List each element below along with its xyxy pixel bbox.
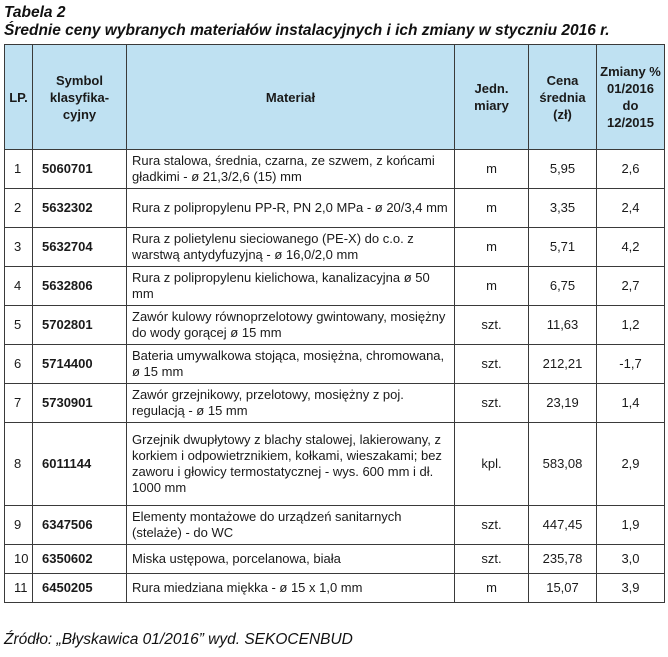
cell-material: Grzejnik dwupłytowy z blachy stalowej, lakierowany, z korkiem i odpowietrznikiem, kołkami, wieszakami; bez zaworu i głowicy termostatycznej - wys. 600 mm i dł. 1000 mm — [127, 423, 455, 506]
cell-symbol: 5060701 — [33, 150, 127, 189]
table-row — [5, 423, 665, 506]
cell-price: 11,63 — [529, 306, 597, 345]
table-row — [5, 189, 665, 228]
table-row — [5, 545, 665, 574]
header-unit: Jedn. miary — [455, 45, 529, 150]
cell-symbol: 6347506 — [33, 506, 127, 545]
header-price: Cena średnia (zł) — [529, 45, 597, 150]
prices-table — [4, 44, 665, 603]
cell-lp: 11 — [5, 574, 33, 603]
cell-unit: szt. — [455, 345, 529, 384]
cell-symbol: 5632302 — [33, 189, 127, 228]
cell-unit: m — [455, 228, 529, 267]
cell-change: 2,4 — [597, 189, 665, 228]
cell-lp: 7 — [5, 384, 33, 423]
cell-lp: 2 — [5, 189, 33, 228]
cell-lp: 3 — [5, 228, 33, 267]
cell-unit: m — [455, 574, 529, 603]
cell-change: 3,9 — [597, 574, 665, 603]
cell-lp: 8 — [5, 423, 33, 506]
cell-symbol: 6011144 — [33, 423, 127, 506]
table-row — [5, 506, 665, 545]
cell-price: 583,08 — [529, 423, 597, 506]
header-change: Zmiany % 01/2016 do 12/2015 — [597, 45, 665, 150]
cell-unit: m — [455, 267, 529, 306]
cell-change: -1,7 — [597, 345, 665, 384]
cell-material: Rura miedziana miękka - ø 15 x 1,0 mm — [127, 574, 455, 603]
cell-lp: 9 — [5, 506, 33, 545]
cell-price: 23,19 — [529, 384, 597, 423]
cell-material: Rura stalowa, średnia, czarna, ze szwem, z końcami gładkimi - ø 21,3/2,6 (15) mm — [127, 150, 455, 189]
cell-price: 6,75 — [529, 267, 597, 306]
header-symbol: Symbol klasyfika-cyjny — [33, 45, 127, 150]
cell-price: 5,71 — [529, 228, 597, 267]
cell-change: 1,2 — [597, 306, 665, 345]
header-material: Materiał — [127, 45, 455, 150]
table-row — [5, 345, 665, 384]
cell-symbol: 6350602 — [33, 545, 127, 574]
cell-price: 5,95 — [529, 150, 597, 189]
cell-lp: 1 — [5, 150, 33, 189]
table-header-row — [5, 45, 665, 150]
cell-price: 235,78 — [529, 545, 597, 574]
cell-change: 2,6 — [597, 150, 665, 189]
cell-lp: 5 — [5, 306, 33, 345]
cell-lp: 6 — [5, 345, 33, 384]
cell-change: 4,2 — [597, 228, 665, 267]
cell-material: Rura z polietylenu sieciowanego (PE-X) do c.o. z warstwą antydyfuzyjną - ø 16,0/2,0 mm — [127, 228, 455, 267]
source-note: Źródło: „Błyskawica 01/2016” wyd. SEKOCENBUD — [4, 631, 353, 648]
header-lp: LP. — [5, 45, 33, 150]
table-row — [5, 267, 665, 306]
table-row — [5, 306, 665, 345]
cell-change: 2,7 — [597, 267, 665, 306]
cell-price: 447,45 — [529, 506, 597, 545]
cell-symbol: 5730901 — [33, 384, 127, 423]
cell-unit: szt. — [455, 306, 529, 345]
cell-unit: m — [455, 189, 529, 228]
cell-symbol: 6450205 — [33, 574, 127, 603]
cell-price: 212,21 — [529, 345, 597, 384]
cell-change: 1,9 — [597, 506, 665, 545]
table-title: Tabela 2 — [4, 4, 66, 21]
cell-lp: 4 — [5, 267, 33, 306]
cell-material: Bateria umywalkowa stojąca, mosiężna, chromowana, ø 15 mm — [127, 345, 455, 384]
cell-change: 3,0 — [597, 545, 665, 574]
cell-unit: kpl. — [455, 423, 529, 506]
cell-material: Rura z polipropylenu PP-R, PN 2,0 MPa - ø 20/3,4 mm — [127, 189, 455, 228]
cell-symbol: 5714400 — [33, 345, 127, 384]
cell-material: Miska ustępowa, porcelanowa, biała — [127, 545, 455, 574]
cell-unit: szt. — [455, 545, 529, 574]
cell-material: Zawór grzejnikowy, przelotowy, mosiężny z poj. regulacją - ø 15 mm — [127, 384, 455, 423]
table-row — [5, 150, 665, 189]
cell-unit: szt. — [455, 384, 529, 423]
cell-unit: szt. — [455, 506, 529, 545]
cell-lp: 10 — [5, 545, 33, 574]
cell-price: 15,07 — [529, 574, 597, 603]
cell-material: Rura z polipropylenu kielichowa, kanalizacyjna ø 50 mm — [127, 267, 455, 306]
cell-symbol: 5702801 — [33, 306, 127, 345]
cell-symbol: 5632806 — [33, 267, 127, 306]
table-caption — [4, 4, 664, 40]
cell-material: Zawór kulowy równoprzelotowy gwintowany, mosiężny do wody gorącej ø 15 mm — [127, 306, 455, 345]
cell-material: Elementy montażowe do urządzeń sanitarnych (stelaże) - do WC — [127, 506, 455, 545]
cell-symbol: 5632704 — [33, 228, 127, 267]
table-row — [5, 384, 665, 423]
table-subtitle: Średnie ceny wybranych materiałów instalacyjnych i ich zmiany w styczniu 2016 r. — [4, 22, 610, 39]
cell-change: 2,9 — [597, 423, 665, 506]
cell-change: 1,4 — [597, 384, 665, 423]
cell-unit: m — [455, 150, 529, 189]
table-row — [5, 228, 665, 267]
table-row — [5, 574, 665, 603]
cell-price: 3,35 — [529, 189, 597, 228]
